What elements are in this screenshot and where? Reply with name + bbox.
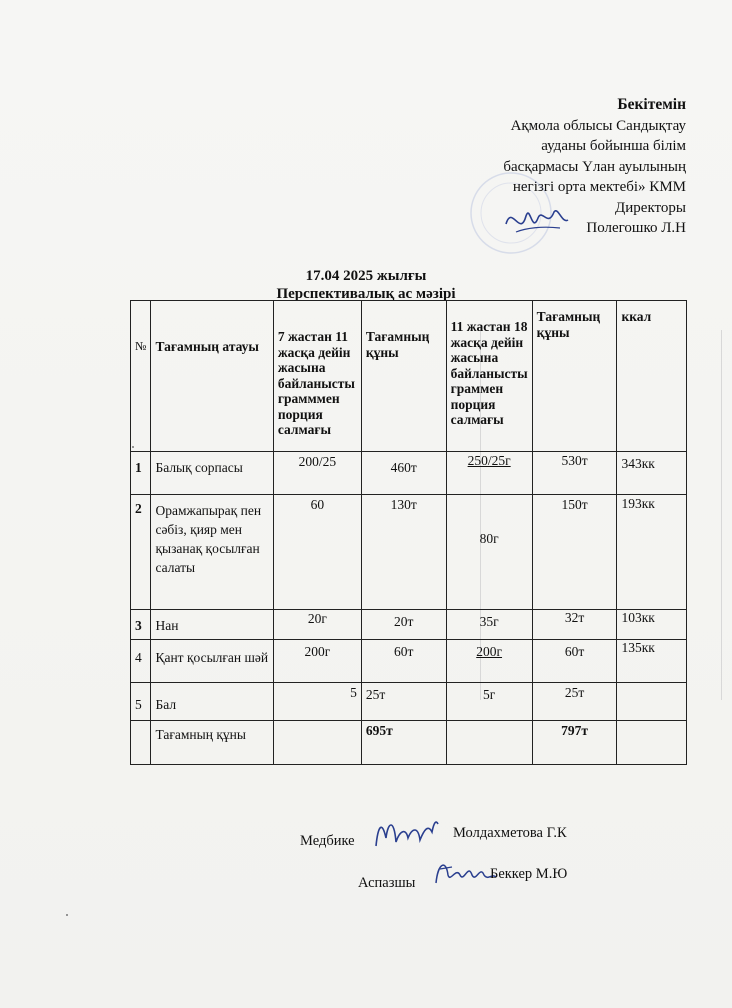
row-cost-1: 60т [361,640,446,683]
row-portion-2: 80г [446,495,532,610]
nurse-signature [372,812,440,854]
menu-title: Перспективалық ас мәзірі [276,286,456,302]
cook-role: Аспазшы [358,875,416,891]
row-dish-name: Бал [151,683,273,721]
row-portion-2: 5г [446,683,532,721]
scan-speck [66,914,68,916]
row-cost-1: 25т [361,683,446,721]
nurse-name-line [453,825,567,842]
approval-title: Бекітемін [617,96,686,113]
row-portion-1: 60 [273,495,361,610]
total-portion-2-cell [446,721,532,765]
total-kcal-cell [617,721,687,765]
nurse-signature-line [300,833,355,850]
row-kcal: 343кк [617,452,687,495]
row-portion-1: 200г [273,640,361,683]
row-cost-1: 460т [361,452,446,495]
row-portion-1: 5 [273,683,361,721]
scan-speck [132,446,134,448]
header-dish-name: Тағамның атауы [151,301,273,452]
row-kcal: 135кк [617,640,687,683]
cook-signature-line [358,875,415,892]
approval-line: басқармасы Үлан ауылының [503,158,686,175]
header-cost-1: Тағамның құны [361,301,446,452]
total-portion-1-cell [273,721,361,765]
approval-line: негізгі орта мектебі» КММ [512,179,686,195]
row-dish-name: Орамжапырақ пен сәбіз, қияр мен қызанақ қосылған салаты [151,495,273,610]
total-number-cell [131,721,151,765]
header-portion-7-11: 7 жастан 11 жасқа дейін жасына байланысты грамммен порция салмағы [273,301,361,452]
row-cost-2: 60т [532,640,617,683]
row-kcal: 193кк [617,495,687,610]
approval-line: ауданы бойынша білім [541,138,686,154]
row-cost-2: 32т [532,610,617,640]
row-dish-name: Қант қосылған шәй [151,640,273,683]
director-signature [502,198,572,246]
row-number: 5 [131,683,151,721]
cook-name: Беккер М.Ю [490,866,568,882]
nurse-name: Молдахметова Г.К [453,825,567,841]
row-cost-2: 150т [532,495,617,610]
total-cost-2: 797т [532,721,617,765]
row-dish-name: Балық сорпасы [151,452,273,495]
table-row [131,495,687,610]
row-number: 2 [131,495,151,610]
table-total-row [131,721,687,765]
nurse-role: Медбике [300,833,355,849]
row-kcal: 103кк [617,610,687,640]
header-portion-11-18: 11 жастан 18 жасқа дейін жасына байланысты граммен порция салмағы [446,301,532,452]
table-row [131,683,687,721]
bleed-through-text [50,108,310,258]
row-kcal [617,683,687,721]
table-row [131,452,687,495]
approval-line: Директоры [615,199,686,216]
cook-name-line [490,866,567,883]
approval-line: Ақмола облысы Сандықтау [510,117,686,134]
row-portion-1: 20г [273,610,361,640]
table-row [131,640,687,683]
header-cost-2: Тағамның құны [532,301,617,452]
table-row [131,610,687,640]
row-number: 4 [131,640,151,683]
header-number: № [131,301,151,452]
total-label: Тағамның құны [151,721,273,765]
menu-table [130,300,687,765]
total-cost-1: 695т [361,721,446,765]
row-portion-2: 200г [446,640,532,683]
row-dish-name: Нан [151,610,273,640]
approval-line: Полегошко Л.Н [586,220,686,236]
header-kcal: ккал [617,301,687,452]
row-cost-2: 530т [532,452,617,495]
date-line: 17.04 2025 жылғы [305,268,427,284]
row-portion-2: 250/25г [446,452,532,495]
row-number: 3 [131,610,151,640]
row-cost-1: 20т [361,610,446,640]
row-cost-2: 25т [532,683,617,721]
row-portion-2: 35г [446,610,532,640]
row-portion-1: 200/25 [273,452,361,495]
row-number: 1 [131,452,151,495]
row-cost-1: 130т [361,495,446,610]
table-header-row [131,301,687,452]
